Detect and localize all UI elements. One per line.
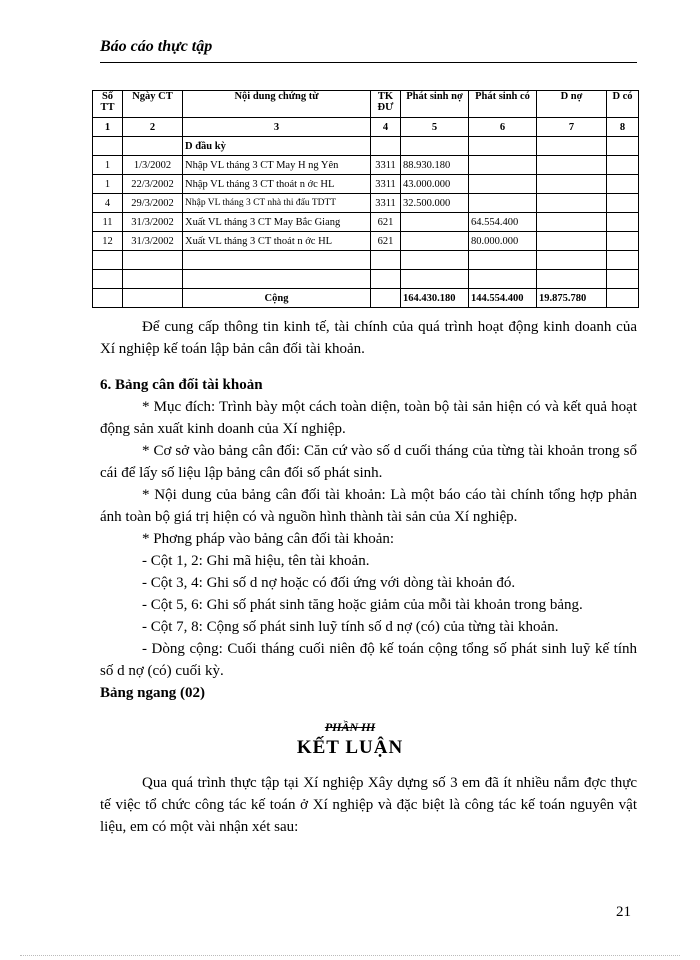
column-number: 2 — [123, 118, 183, 137]
total-label: Cộng — [183, 289, 371, 308]
cell-credit: 64.554.400 — [469, 213, 537, 232]
report-header: Báo cáo thực tập — [100, 38, 213, 55]
cell-date: 31/3/2002 — [123, 232, 183, 251]
column-number: 5 — [401, 118, 469, 137]
header-rule — [100, 62, 637, 63]
cell-date: 31/3/2002 — [123, 213, 183, 232]
column-number-row — [93, 118, 639, 137]
column-number: 4 — [371, 118, 401, 137]
cell-content: Xuất VL tháng 3 CT May Bắc Giang — [183, 213, 371, 232]
header-cell: D nợ — [537, 91, 607, 118]
cell-date: 1/3/2002 — [123, 156, 183, 175]
intro-block — [100, 316, 637, 360]
cell-debit — [401, 213, 469, 232]
cell-credit — [469, 194, 537, 213]
total-balance: 19.875.780 — [537, 289, 607, 308]
cell-credit: 80.000.000 — [469, 232, 537, 251]
basis-paragraph: * Cơ sở vào bảng cân đối: Căn cứ vào số d cuối tháng của từng tài khoản trong sổ cái để lấy số liệu lập bảng cân đối số phát sinh. — [100, 443, 637, 481]
cell-stt: 11 — [93, 213, 123, 232]
intro-paragraph: Để cung cấp thông tin kinh tế, tài chính của quá trình hoạt động kinh doanh của Xí nghiệp kế toán lập bản cân đối tài khoản. — [100, 319, 637, 357]
header-cell: D có — [607, 91, 639, 118]
cell-stt: 12 — [93, 232, 123, 251]
header-cell: Số TT — [93, 91, 123, 118]
header-cell: Ngày CT — [123, 91, 183, 118]
part-title: KẾT LUẬN — [296, 737, 404, 758]
cell-date: 29/3/2002 — [123, 194, 183, 213]
cell-debit: 43.000.000 — [401, 175, 469, 194]
table-row — [93, 175, 639, 194]
cell-account: 3311 — [371, 194, 401, 213]
cell-debit: 32.500.000 — [401, 194, 469, 213]
column-number: 1 — [93, 118, 123, 137]
total-debit: 164.430.180 — [401, 289, 469, 308]
opening-balance-label: D đầu kỳ — [183, 137, 371, 156]
cell-debit: 88.930.180 — [401, 156, 469, 175]
table-row — [93, 232, 639, 251]
empty-row — [93, 251, 639, 270]
cell-content: Nhập VL tháng 3 CT May H ng Yên — [183, 156, 371, 175]
table-row — [93, 213, 639, 232]
header-cell: Phát sinh có — [469, 91, 537, 118]
column-7-8-item: - Cột 7, 8: Cộng số phát sinh luỹ tính số d nợ (có) của từng tài khoản. — [142, 619, 559, 635]
section-6-block — [100, 374, 637, 704]
total-row — [93, 289, 639, 308]
table-header-row — [93, 91, 639, 118]
cell-account: 3311 — [371, 156, 401, 175]
cell-stt: 1 — [93, 156, 123, 175]
column-1-2-item: - Cột 1, 2: Ghi mã hiệu, tên tài khoản. — [142, 553, 370, 569]
cell-content: Xuất VL tháng 3 CT thoát n ớc HL — [183, 232, 371, 251]
cell-debit — [401, 232, 469, 251]
part-label: PHẦN III — [324, 720, 376, 734]
table-reference: Bảng ngang (02) — [100, 685, 206, 701]
cell-credit — [469, 156, 537, 175]
table-row — [93, 194, 639, 213]
conclusion-paragraph: Qua quá trình thực tập tại Xí nghiệp Xây dựng số 3 em đã ít nhiều nắm đợc thực tế việc tổ chức công tác kế toán ở Xí nghiệp và đặc biệt là công tác kế toán nguyên vật liệu, em có một vài nhận xét sau: — [100, 775, 637, 835]
header-cell: Nội dung chứng từ — [183, 91, 371, 118]
conclusion-block — [100, 772, 637, 838]
cell-date: 22/3/2002 — [123, 175, 183, 194]
header-cell: TK ĐƯ — [371, 91, 401, 118]
column-5-6-item: - Cột 5, 6: Ghi số phát sinh tăng hoặc giảm của mỗi tài khoản trong bảng. — [142, 597, 583, 613]
method-paragraph: * Phơng pháp vào bảng cân đối tài khoản: — [142, 531, 395, 547]
cell-stt: 1 — [93, 175, 123, 194]
cell-account: 3311 — [371, 175, 401, 194]
section-heading: 6. Bảng cân đối tài khoản — [100, 377, 263, 393]
footer-rule — [20, 955, 680, 956]
cell-account: 621 — [371, 213, 401, 232]
ledger-table — [92, 90, 639, 308]
total-credit: 144.554.400 — [469, 289, 537, 308]
column-number: 3 — [183, 118, 371, 137]
column-number: 8 — [607, 118, 639, 137]
page-number: 21 — [616, 904, 631, 920]
column-3-4-item: - Cột 3, 4: Ghi số d nợ hoặc có đối ứng với dòng tài khoản đó. — [142, 575, 516, 591]
opening-balance-row — [93, 137, 639, 156]
cell-account: 621 — [371, 232, 401, 251]
column-number: 7 — [537, 118, 607, 137]
column-number: 6 — [469, 118, 537, 137]
cell-content: Nhập VL tháng 3 CT thoát n ớc HL — [183, 175, 371, 194]
header-cell: Phát sinh nợ — [401, 91, 469, 118]
table-row — [93, 156, 639, 175]
cell-credit — [469, 175, 537, 194]
cell-stt: 4 — [93, 194, 123, 213]
purpose-paragraph: * Mục đích: Trình bày một cách toàn diện, toàn bộ tài sản hiện có và kết quả hoạt động sản xuất kinh doanh của Xí nghiệp. — [100, 399, 637, 437]
total-line-item: - Dòng cộng: Cuối tháng cuối niên độ kế toán cộng tổng số phát sinh luỹ kế tính số d nợ (có) cuối kỳ. — [100, 641, 637, 679]
content-paragraph: * Nội dung của bảng cân đối tài khoản: Là một báo cáo tài chính tổng hợp phản ánh toàn bộ giá trị hiện có và nguồn hình thành tài sản của Xí nghiệp. — [100, 487, 637, 525]
cell-content: Nhập VL tháng 3 CT nhà thi đấu TDTT — [183, 194, 371, 213]
empty-row — [93, 270, 639, 289]
